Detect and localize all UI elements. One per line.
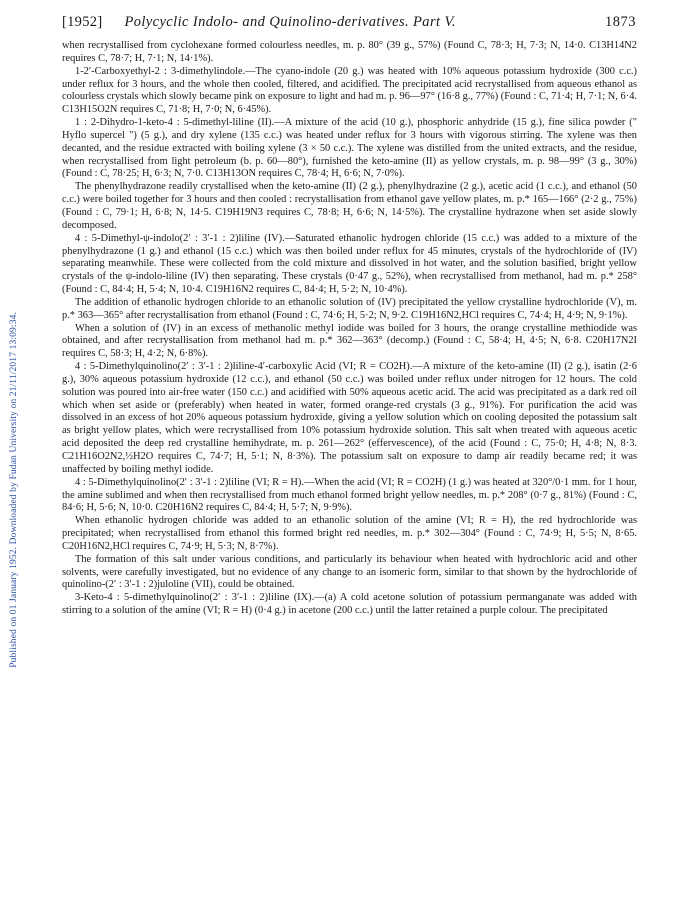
article-body	[62, 40, 637, 902]
paragraph: 4 : 5-Dimethylquinolino(2′ : 3′-1 : 2)liline (VI; R = H).—When the acid (VI; R = CO2H) (1 g.) was heated at 320°/0·1 mm. for 1 hour, the amine sublimed and when then recrystallised from much ethanol formed bright yellow needles, m. p.* 208° (0·7 g., 81%) (Found : C, 84·6; H, 5·6; N, 10·0. C20H16N2 requires C, 84·4; H, 5·7; N, 9·9%).	[62, 476, 637, 514]
paragraph: The addition of ethanolic hydrogen chloride to an ethanolic solution of (IV) precipitated the yellow crystalline hydrochloride (V), m. p.* 363—365° after recrystallisation from ethanol (Found : C, 74·6; H, 5·2; N, 9·2. C19H16N2,HCl requires C, 74·4; H, 4·9; N, 9·1%).	[62, 296, 637, 321]
paragraph: The formation of this salt under various conditions, and particularly its behaviour when heated with hydrochloric acid and other solvents, were carefully investigated, but no evidence of any change to an isomeric form, similar to that shown by the hydrochloride of quinolino-(2′ : 3′-1 : 2)juloline (VII), could be obtained.	[62, 553, 637, 591]
paragraph: when recrystallised from cyclohexane formed colourless needles, m. p. 80° (39 g., 57%) (Found C, 78·3; H, 7·3; N, 14·0. C13H14N2 requires C, 78·7; H, 7·1; N, 14·1%).	[62, 40, 637, 64]
paragraph: 4 : 5-Dimethylquinolino(2′ : 3′-1 : 2)liline-4′-carboxylic Acid (VI; R = CO2H).—A mixture of the keto-amine (II) (2 g.), isatin (2·6 g.), 30% aqueous potassium hydroxide (12 c.c.), and ethanol (50 c.c.) was boiled under reflux under nitrogen for 12 hours. The cold solution was poured into air-free water (150 c.c.) and acidified with 50% aqueous acetic acid. The acid was precipitated as a dark red oil which when set aside or (preferably) when heated in water, formed orange-red crystals (3 g., 91%). For purification the acid was dissolved in an excess of hot 20% aqueous potassium hydroxide, giving a yellow solution which on cooling deposited the potassium salt as bright yellow plates, which were recrystallised from 10% potassium hydroxide solution. This salt when treated with aqueous acetic acid deposited the deep red crystalline hemihydrate, m. p. 261—262° (effervescence), of the acid (Found : C, 75·0; H, 4·8; N, 8·3. C21H16O2N2,½H2O requires C, 74·7; H, 5·1; N, 8·3%). The potassium salt on exposure to damp air readily became red; it was unaffected by boiling methyl iodide.	[62, 361, 637, 475]
running-title: Polycyclic Indolo- and Quinolino-derivatives. Part V.	[124, 14, 456, 30]
header-year: [1952]	[62, 14, 103, 30]
paragraph: 4 : 5-Dimethyl-ψ-indolo(2′ : 3′-1 : 2)liline (IV).—Saturated ethanolic hydrogen chloride (15 c.c.) was added to a mixture of the phenylhydrazone (1 g.) and ethanol (15 c.c.) which was then boiled under reflux for 45 minutes, crystals of the hydrochloride of (IV) separating meanwhile. These were collected from the cold mixture and dissolved in hot water, and the solution basified, bright yellow crystals of the ψ-indolo-liline (IV) then separating. These crystals (0·47 g., 52%), when recrystallised from methanol, had m. p.* 258° (Found : C, 84·4; H, 5·4; N, 10·4. C19H16N2 requires C, 84·4; H, 5·2; N, 10·4%).	[62, 232, 637, 296]
paragraph: 1 : 2-Dihydro-1-keto-4 : 5-dimethyl-liline (II).—A mixture of the acid (10 g.), phosphoric anhydride (15 g.), fine silica powder (" Hyflo supercel ") (5 g.), and dry xylene (135 c.c.) was heated under reflux for 3 hours with vigorous stirring. The xylene was then decanted, and the residue extracted with boiling xylene (3 × 50 c.c.). The xylene was distilled from the united extracts, and the residue, when recrystallised from light petroleum (b. p. 60—80°), furnished the keto-amine (II) as yellow crystals, m. p. 98—99° (3 g., 30%) (Found : C, 78·25; H, 6·3; N, 7·0. C13H13ON requires C, 78·4; H, 6·6; N, 7·0%).	[62, 117, 637, 180]
page-header	[62, 14, 636, 36]
side-note-text: Published on 01 January 1952. Downloaded by Fudan University on 21/11/2017 13:09:34.	[7, 312, 19, 668]
paragraph: 3-Keto-4 : 5-dimethylquinolino(2′ : 3′-1 : 2)liline (IX).—(a) A cold acetone solution of potassium permanganate was added with stirring to a solution of the amine (VI; R = H) (0·4 g.) in acetone (200 c.c.) until the latter retained a purple colour. The precipitated	[62, 592, 637, 617]
paragraph: When ethanolic hydrogen chloride was added to an ethanolic solution of the amine (VI; R = H), the red hydrochloride was precipitated; when recrystallised from ethanol this formed bright red needles, m. p.* 302—304° (Found : C, 74·9; H, 5·5; N, 8·65. C20H16N2,HCl requires C, 74·9; H, 5·3; N, 8·7%).	[62, 515, 637, 552]
page-number: 1873	[605, 14, 636, 30]
paragraph: When a solution of (IV) in an excess of methanolic methyl iodide was boiled for 3 hours, the orange crystalline methiodide was obtained, and after recrystallisation from methanol had m. p.* 362—363° (decomp.) (Found : C, 58·4; H, 4·5; N, 6·8. C20H17N2I requires C, 58·3; H, 4·2; N, 6·8%).	[62, 322, 637, 360]
paragraph: The phenylhydrazone readily crystallised when the keto-amine (II) (2 g.), phenylhydrazine (2 g.), acetic acid (1 c.c.), and ethanol (50 c.c.) were boiled together for 3 hours and then cooled : recrystallisation from ethanol gave yellow plates, m. p.* 165—166° (2·2 g., 75%) (Found : C, 79·1; H, 6·8; N, 14·5. C19H19N3 requires C, 78·8; H, 6·6; N, 14·5%). The crystalline hydrazone when set aside slowly decomposed.	[62, 181, 637, 231]
paragraph: 1-2′-Carboxyethyl-2 : 3-dimethylindole.—The cyano-indole (20 g.) was heated with 10% aqueous potassium hydroxide (300 c.c.) under reflux for 3 hours, and the whole then cooled, filtered, and acidified. The precipitated acid recrystallised from aqueous ethanol as colourless crystals which slowly became pink on exposure to light and had m. p. 96—97° (16·8 g., 77%) (Found : C, 71·4; H, 7·1; N, 6·4. C13H15O2N requires C, 71·8; H, 7·0; N, 6·45%).	[62, 65, 637, 116]
publication-side-note	[2, 150, 24, 830]
